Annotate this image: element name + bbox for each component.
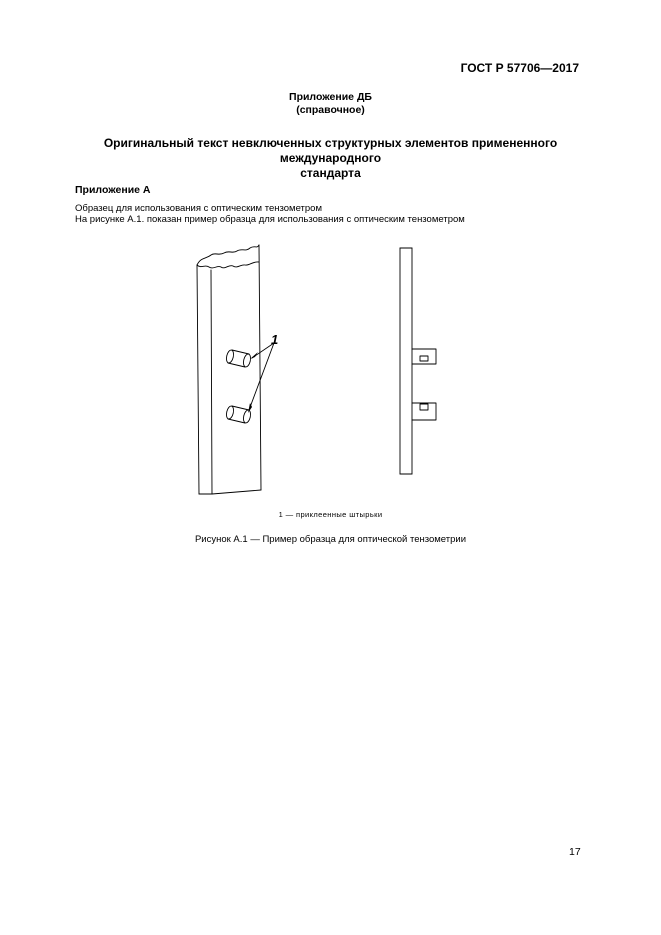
appendix-title: Приложение ДБ (289, 91, 372, 103)
section-heading-line-1: Оригинальный текст невключенных структурных элементов примененного международного (103, 136, 558, 165)
callout-arrowheads (248, 352, 258, 413)
specimen-side-view (400, 248, 436, 474)
figure-caption: Рисунок А.1 — Пример образца для оптической тензометрии (194, 534, 467, 545)
page-number: 17 (569, 846, 581, 858)
section-heading-line-2: стандарта (300, 166, 361, 180)
document-number: ГОСТ Р 57706—2017 (460, 61, 579, 75)
bonded-pin-lower (225, 405, 251, 423)
section-heading (60, 136, 601, 181)
callout-number: 1 (271, 332, 279, 347)
appendix-subtitle: (справочное) (296, 104, 365, 116)
figure-legend: 1 — приклеенные штырьки (278, 510, 383, 519)
bonded-pin-upper (225, 349, 251, 367)
body-paragraph-1: Образец для использования с оптическим тензометром (75, 203, 322, 214)
callout-leader-lines (249, 343, 274, 410)
specimen-figure (170, 240, 470, 505)
appendix-title-block (0, 91, 661, 117)
subsection-heading: Приложение А (75, 184, 151, 196)
specimen-3d-view (197, 245, 261, 494)
body-paragraph-2: На рисунке А.1. показан пример образца для использования с оптическим тензометром (75, 214, 465, 225)
